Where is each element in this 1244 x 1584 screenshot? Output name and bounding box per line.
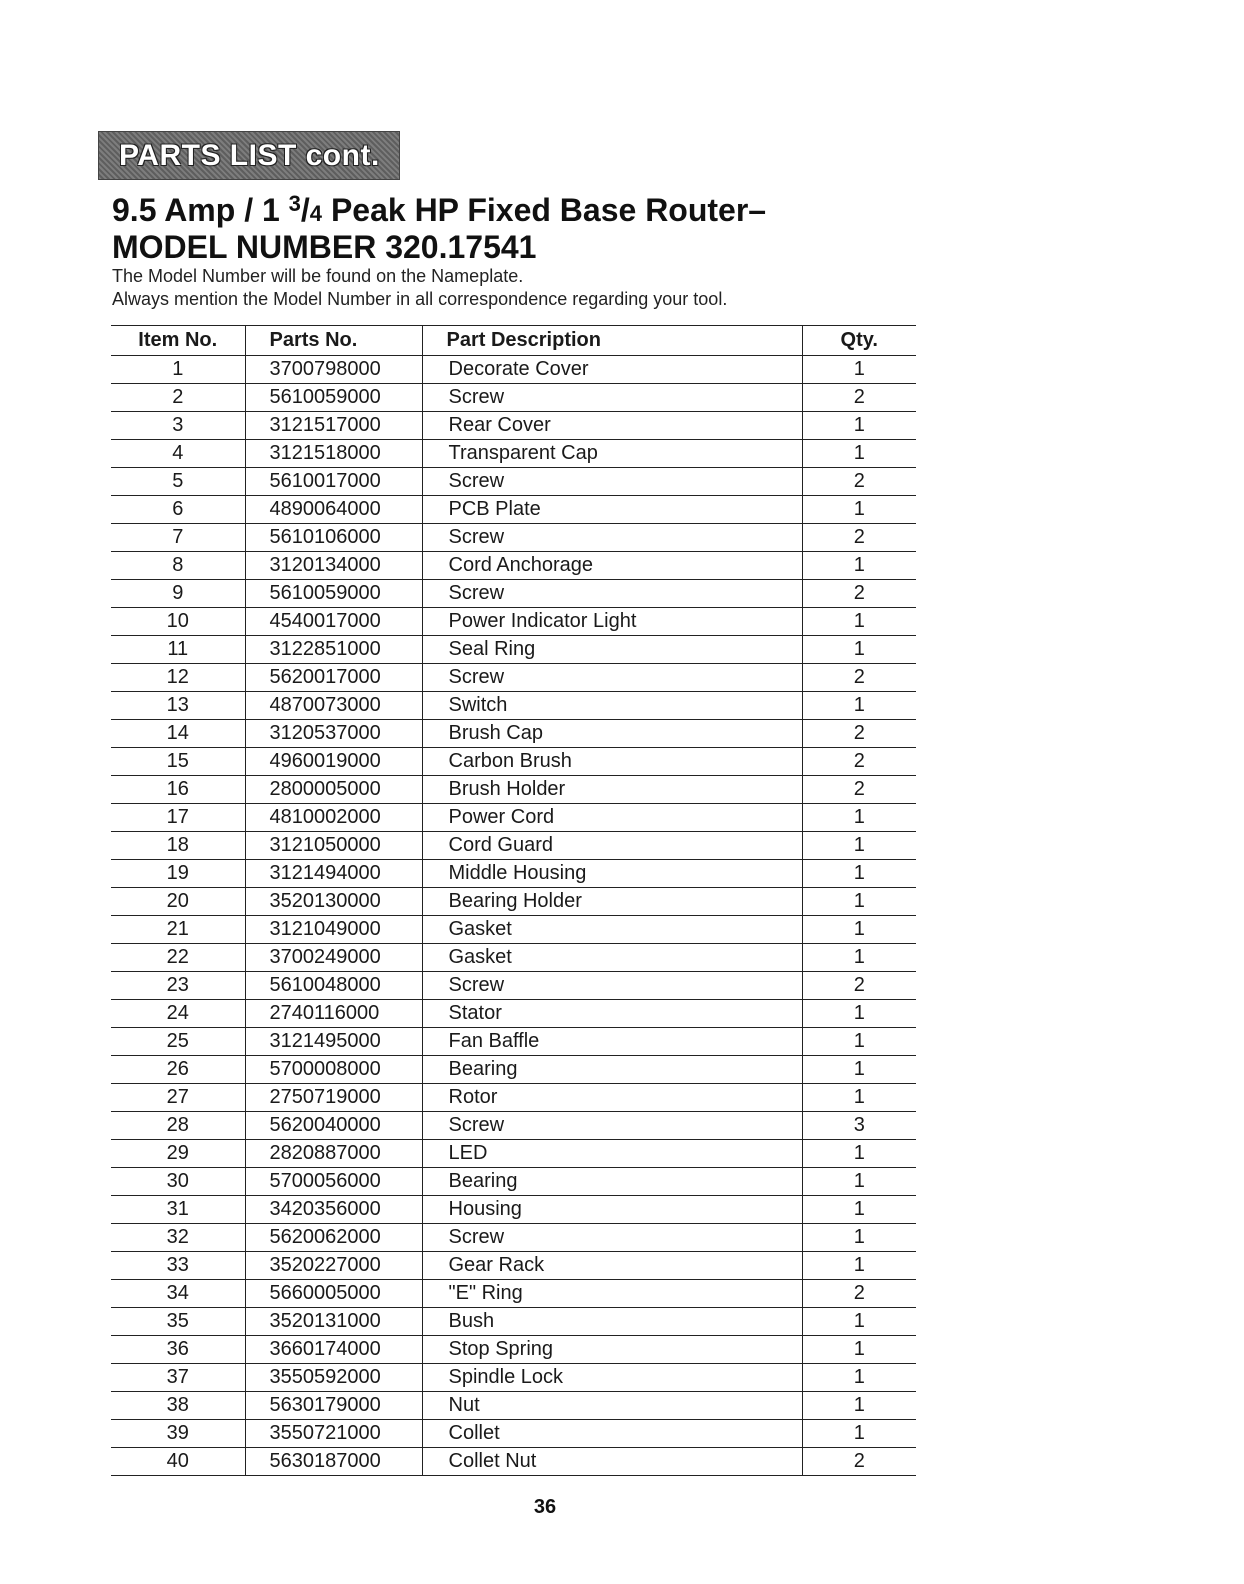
qty-cell: 2 [802,664,916,692]
page-number: 36 [533,1496,557,1518]
part-description-cell: Screw [422,384,802,412]
part-description-cell: Bush [422,1308,802,1336]
table-row [111,944,916,972]
table-row [111,832,916,860]
table-row [111,412,916,440]
table-row [111,1168,916,1196]
parts-no-cell: 3120537000 [245,720,422,748]
parts-no-cell: 4810002000 [245,804,422,832]
part-description-cell: Brush Cap [422,720,802,748]
item-no-cell: 38 [111,1392,245,1420]
item-no-cell: 27 [111,1084,245,1112]
parts-no-cell: 2820887000 [245,1140,422,1168]
item-no-cell: 19 [111,860,245,888]
table-row [111,608,916,636]
table-row [111,720,916,748]
table-row [111,1196,916,1224]
item-no-cell: 22 [111,944,245,972]
intro-text [112,265,727,311]
table-row [111,1448,916,1476]
parts-no-cell: 2750719000 [245,1084,422,1112]
parts-no-cell: 5610059000 [245,580,422,608]
qty-cell: 1 [802,888,916,916]
parts-no-cell: 3550592000 [245,1364,422,1392]
qty-cell: 1 [802,412,916,440]
table-row [111,580,916,608]
title-prefix: 9.5 Amp / 1 [112,192,289,228]
table-row [111,748,916,776]
qty-cell: 1 [802,1196,916,1224]
item-no-cell: 6 [111,496,245,524]
title-suffix: Peak HP Fixed Base Router– [322,192,767,228]
item-no-cell: 13 [111,692,245,720]
qty-cell: 1 [802,804,916,832]
item-no-cell: 10 [111,608,245,636]
qty-cell: 1 [802,1056,916,1084]
item-no-cell: 7 [111,524,245,552]
parts-no-cell: 4870073000 [245,692,422,720]
qty-cell: 2 [802,1280,916,1308]
item-no-cell: 30 [111,1168,245,1196]
table-row [111,356,916,384]
parts-no-cell: 4890064000 [245,496,422,524]
table-row [111,1084,916,1112]
item-no-cell: 20 [111,888,245,916]
qty-cell: 1 [802,608,916,636]
header-qty: Qty. [802,326,916,356]
part-description-cell: Power Indicator Light [422,608,802,636]
table-row [111,888,916,916]
table-row [111,1112,916,1140]
part-description-cell: Stop Spring [422,1336,802,1364]
part-description-cell: Rotor [422,1084,802,1112]
item-no-cell: 9 [111,580,245,608]
item-no-cell: 28 [111,1112,245,1140]
part-description-cell: Screw [422,1112,802,1140]
table-row [111,468,916,496]
part-description-cell: Gasket [422,944,802,972]
table-row [111,552,916,580]
part-description-cell: Gear Rack [422,1252,802,1280]
part-description-cell: Fan Baffle [422,1028,802,1056]
table-row [111,1420,916,1448]
parts-no-cell: 5610059000 [245,384,422,412]
table-row [111,972,916,1000]
item-no-cell: 32 [111,1224,245,1252]
item-no-cell: 36 [111,1336,245,1364]
part-description-cell: Nut [422,1392,802,1420]
parts-no-cell: 3550721000 [245,1420,422,1448]
parts-table-body [111,356,916,1476]
parts-no-cell: 5700056000 [245,1168,422,1196]
part-description-cell: Brush Holder [422,776,802,804]
part-description-cell: Collet Nut [422,1448,802,1476]
parts-no-cell: 4960019000 [245,748,422,776]
parts-no-cell: 3700798000 [245,356,422,384]
table-row [111,1252,916,1280]
qty-cell: 2 [802,720,916,748]
part-description-cell: Rear Cover [422,412,802,440]
qty-cell: 1 [802,1252,916,1280]
table-row [111,1280,916,1308]
parts-table [111,325,916,1476]
qty-cell: 3 [802,1112,916,1140]
part-description-cell: Bearing [422,1168,802,1196]
qty-cell: 2 [802,468,916,496]
part-description-cell: Screw [422,580,802,608]
parts-no-cell: 3520130000 [245,888,422,916]
qty-cell: 1 [802,636,916,664]
parts-no-cell: 3121050000 [245,832,422,860]
part-description-cell: "E" Ring [422,1280,802,1308]
qty-cell: 1 [802,1028,916,1056]
table-row [111,1308,916,1336]
parts-no-cell: 2740116000 [245,1000,422,1028]
part-description-cell: Bearing [422,1056,802,1084]
header-parts-no: Parts No. [245,326,422,356]
qty-cell: 1 [802,1000,916,1028]
qty-cell: 1 [802,496,916,524]
table-row [111,1364,916,1392]
table-row [111,496,916,524]
part-description-cell: LED [422,1140,802,1168]
table-row [111,860,916,888]
item-no-cell: 8 [111,552,245,580]
part-description-cell: Housing [422,1196,802,1224]
qty-cell: 1 [802,1140,916,1168]
part-description-cell: Gasket [422,916,802,944]
qty-cell: 1 [802,1364,916,1392]
item-no-cell: 31 [111,1196,245,1224]
qty-cell: 2 [802,384,916,412]
qty-cell: 1 [802,832,916,860]
qty-cell: 1 [802,944,916,972]
qty-cell: 1 [802,552,916,580]
item-no-cell: 33 [111,1252,245,1280]
item-no-cell: 5 [111,468,245,496]
section-banner [98,131,400,180]
item-no-cell: 24 [111,1000,245,1028]
item-no-cell: 1 [111,356,245,384]
fraction-denominator: 4 [309,201,323,226]
table-row [111,1140,916,1168]
intro-line-2: Always mention the Model Number in all correspondence regarding your tool. [112,289,728,309]
item-no-cell: 12 [111,664,245,692]
qty-cell: 1 [802,1420,916,1448]
parts-no-cell: 3122851000 [245,636,422,664]
qty-cell: 2 [802,524,916,552]
parts-no-cell: 3520227000 [245,1252,422,1280]
parts-no-cell: 5610106000 [245,524,422,552]
qty-cell: 1 [802,1308,916,1336]
section-banner-label: PARTS LIST cont. [119,138,380,172]
parts-no-cell: 4540017000 [245,608,422,636]
table-row [111,804,916,832]
intro-line-1: The Model Number will be found on the Nameplate. [112,266,524,286]
qty-cell: 1 [802,860,916,888]
part-description-cell: Cord Anchorage [422,552,802,580]
table-row [111,524,916,552]
table-row [111,1028,916,1056]
parts-no-cell: 3121495000 [245,1028,422,1056]
table-row [111,692,916,720]
part-description-cell: Cord Guard [422,832,802,860]
item-no-cell: 16 [111,776,245,804]
table-row [111,1224,916,1252]
parts-no-cell: 5620062000 [245,1224,422,1252]
parts-no-cell: 5630179000 [245,1392,422,1420]
part-description-cell: Screw [422,524,802,552]
part-description-cell: Decorate Cover [422,356,802,384]
parts-no-cell: 5700008000 [245,1056,422,1084]
parts-no-cell: 3121517000 [245,412,422,440]
table-row [111,664,916,692]
header-item-no: Item No. [111,326,245,356]
parts-no-cell: 3121049000 [245,916,422,944]
fraction-numerator: 3 [288,191,301,216]
table-row [111,1392,916,1420]
item-no-cell: 23 [111,972,245,1000]
parts-no-cell: 5630187000 [245,1448,422,1476]
part-description-cell: Carbon Brush [422,748,802,776]
item-no-cell: 3 [111,412,245,440]
qty-cell: 2 [802,580,916,608]
item-no-cell: 2 [111,384,245,412]
parts-no-cell: 2800005000 [245,776,422,804]
qty-cell: 1 [802,1084,916,1112]
item-no-cell: 17 [111,804,245,832]
table-row [111,1056,916,1084]
page-title: 9.5 Amp / 1 $^3$/4 Peak HP Fixed Base Router– MODEL NUMBER 320.17541 [112,191,767,265]
model-number-heading: MODEL NUMBER 320.17541 [112,229,537,265]
parts-no-cell: 3700249000 [245,944,422,972]
parts-no-cell: 3120134000 [245,552,422,580]
table-row [111,1000,916,1028]
item-no-cell: 29 [111,1140,245,1168]
table-row [111,1336,916,1364]
item-no-cell: 35 [111,1308,245,1336]
item-no-cell: 18 [111,832,245,860]
part-description-cell: Screw [422,1224,802,1252]
part-description-cell: Seal Ring [422,636,802,664]
part-description-cell: Stator [422,1000,802,1028]
table-header-row [111,326,916,356]
part-description-cell: Transparent Cap [422,440,802,468]
item-no-cell: 26 [111,1056,245,1084]
qty-cell: 1 [802,1336,916,1364]
qty-cell: 1 [802,692,916,720]
part-description-cell: Screw [422,664,802,692]
parts-no-cell: 3660174000 [245,1336,422,1364]
item-no-cell: 4 [111,440,245,468]
item-no-cell: 21 [111,916,245,944]
parts-no-cell: 5610017000 [245,468,422,496]
qty-cell: 2 [802,748,916,776]
parts-no-cell: 3121518000 [245,440,422,468]
qty-cell: 1 [802,1224,916,1252]
part-description-cell: Spindle Lock [422,1364,802,1392]
item-no-cell: 37 [111,1364,245,1392]
table-row [111,916,916,944]
item-no-cell: 39 [111,1420,245,1448]
part-description-cell: PCB Plate [422,496,802,524]
parts-no-cell: 3420356000 [245,1196,422,1224]
item-no-cell: 25 [111,1028,245,1056]
part-description-cell: Middle Housing [422,860,802,888]
item-no-cell: 14 [111,720,245,748]
qty-cell: 1 [802,1392,916,1420]
item-no-cell: 11 [111,636,245,664]
parts-no-cell: 3121494000 [245,860,422,888]
part-description-cell: Switch [422,692,802,720]
table-row [111,440,916,468]
qty-cell: 2 [802,1448,916,1476]
table-row [111,384,916,412]
parts-no-cell: 5620017000 [245,664,422,692]
parts-no-cell: 5620040000 [245,1112,422,1140]
qty-cell: 1 [802,1168,916,1196]
qty-cell: 1 [802,916,916,944]
qty-cell: 1 [802,356,916,384]
qty-cell: 2 [802,776,916,804]
part-description-cell: Collet [422,1420,802,1448]
parts-no-cell: 5660005000 [245,1280,422,1308]
item-no-cell: 15 [111,748,245,776]
parts-no-cell: 3520131000 [245,1308,422,1336]
parts-no-cell: 5610048000 [245,972,422,1000]
qty-cell: 1 [802,440,916,468]
part-description-cell: Screw [422,468,802,496]
item-no-cell: 40 [111,1448,245,1476]
qty-cell: 2 [802,972,916,1000]
part-description-cell: Bearing Holder [422,888,802,916]
item-no-cell: 34 [111,1280,245,1308]
part-description-cell: Screw [422,972,802,1000]
header-part-description: Part Description [422,326,802,356]
table-row [111,636,916,664]
part-description-cell: Power Cord [422,804,802,832]
table-row [111,776,916,804]
